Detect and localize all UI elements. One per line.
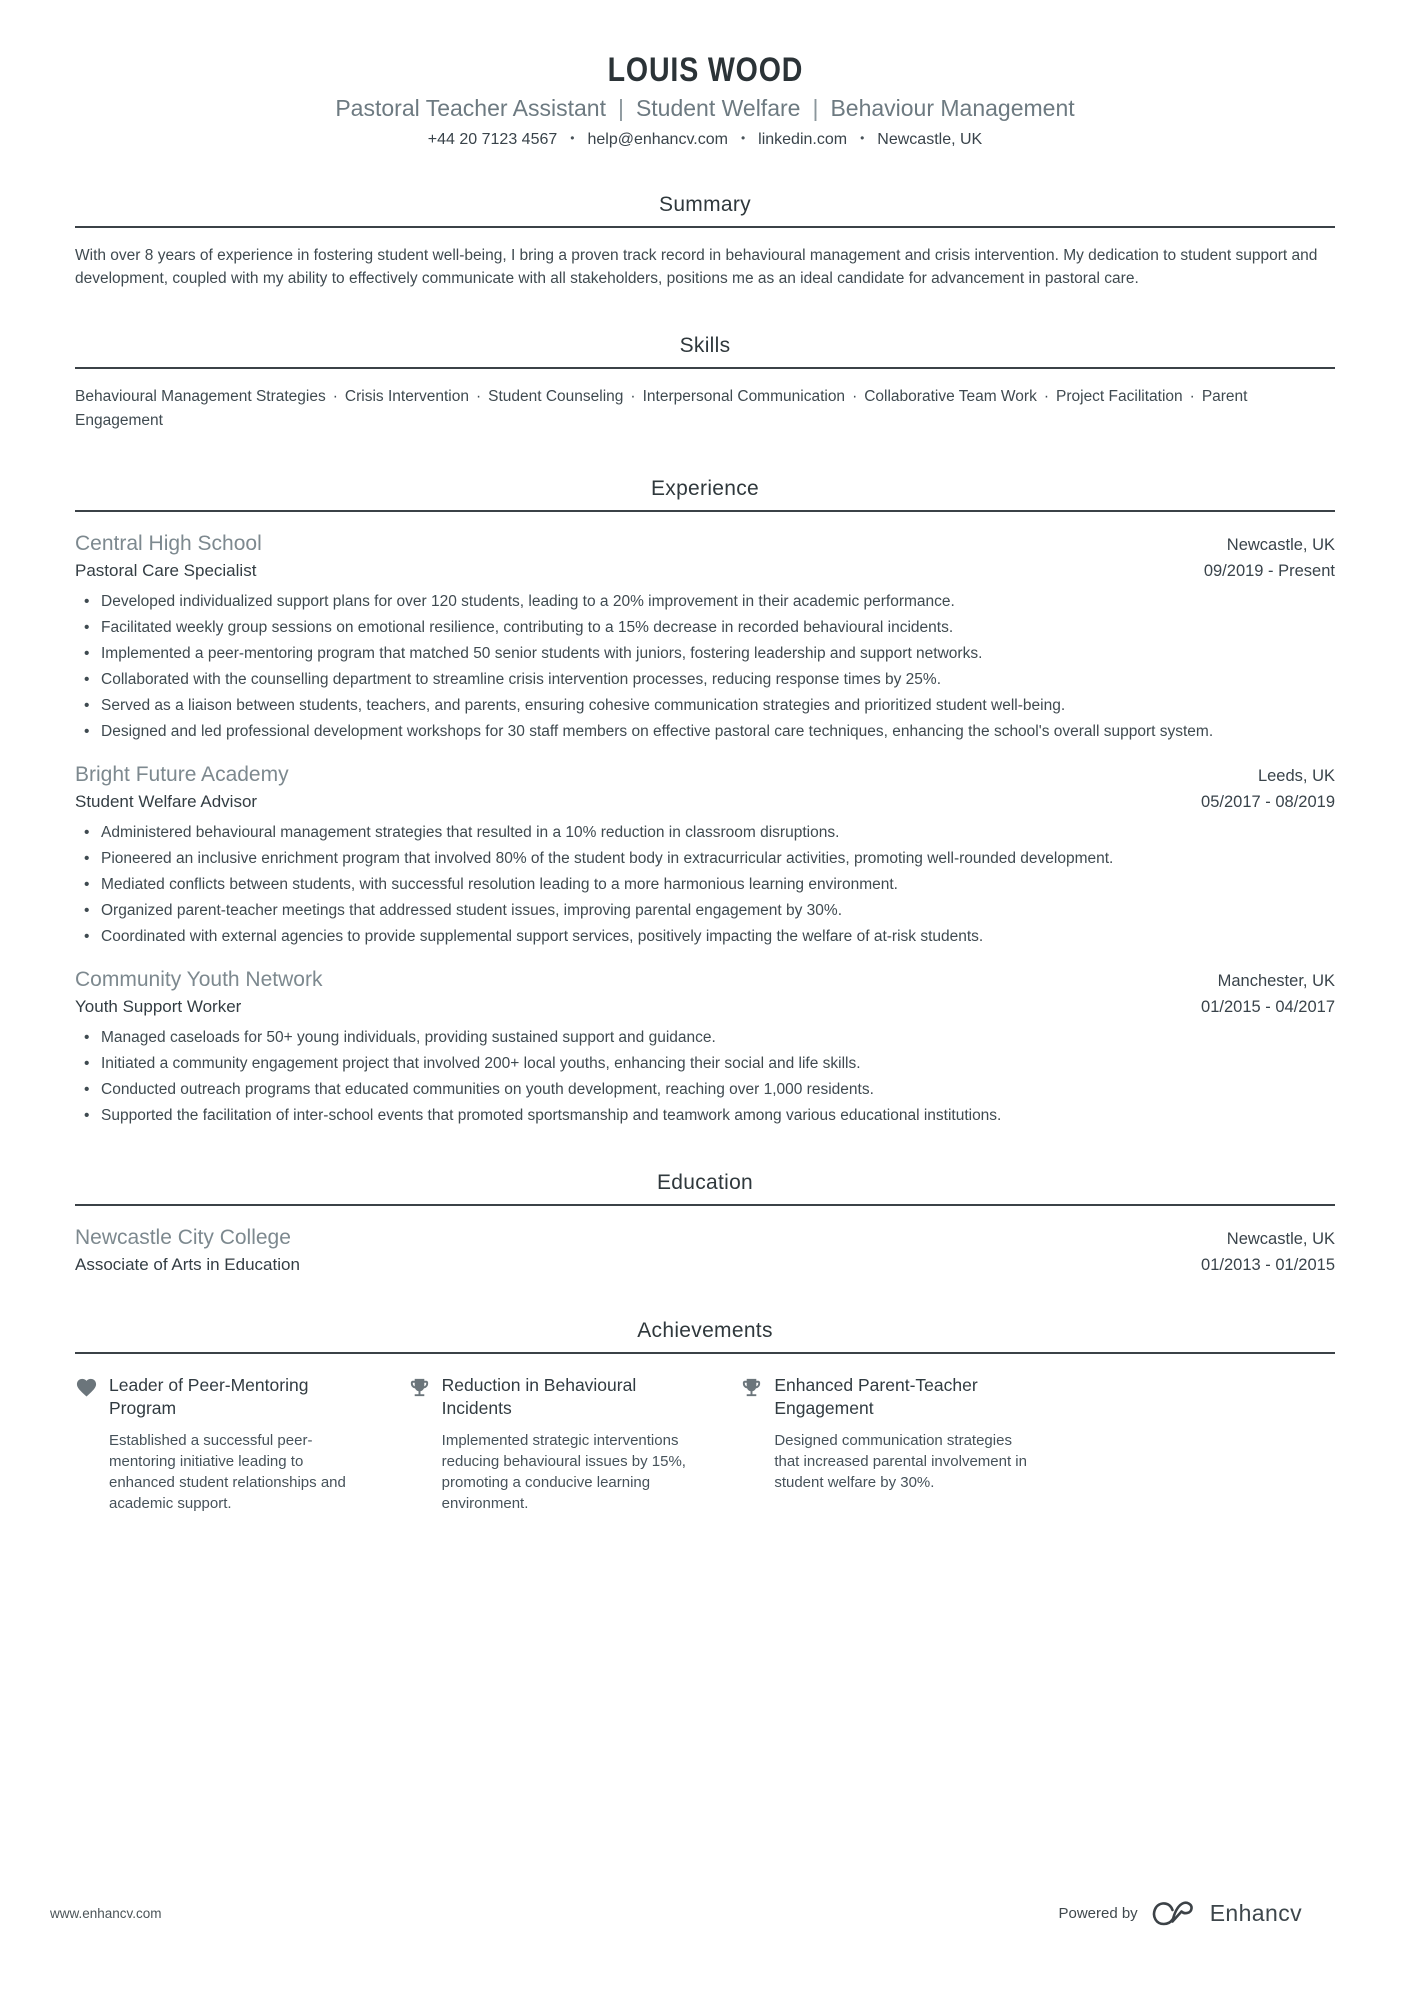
job-dates: 09/2019 - Present xyxy=(1203,562,1335,581)
bullet-item: • Coordinated with external agencies to provide supplemental support services, positively impacting the welfare of at-risk students. xyxy=(75,925,1335,948)
job-dates: 05/2017 - 08/2019 xyxy=(1201,793,1335,812)
trophy-icon xyxy=(740,1374,774,1420)
bullet-item: • Implemented a peer-mentoring program that matched 50 senior students with juniors, fostering leadership and support networks. xyxy=(75,642,1335,665)
trophy-icon xyxy=(408,1374,442,1420)
achievement-description: Implemented strategic interventions reducing behavioural issues by 15%, promoting a conducive learning environment. xyxy=(441,1432,686,1513)
education-heading: Education xyxy=(656,1171,754,1195)
skill-item: Collaborative Team Work · xyxy=(864,388,1056,405)
experience-heading: Experience xyxy=(650,477,760,501)
location-text: Newcastle, UK xyxy=(877,131,983,149)
bullet-item: • Facilitated weekly group sessions on emotional resilience, contributing to a 15% decrease in recorded behavioural incidents. xyxy=(75,616,1335,639)
company-name: Central High School xyxy=(75,532,262,556)
resume-header xyxy=(75,52,1335,149)
experience-section xyxy=(75,477,1335,1127)
job-title: Student Welfare Advisor xyxy=(75,792,258,812)
phone-number: +44 20 7123 4567 • xyxy=(428,131,588,148)
job-bullets xyxy=(75,821,1335,948)
skill-item: Interpersonal Communication · xyxy=(643,388,865,405)
job-bullets xyxy=(75,590,1335,743)
skill-item: Student Counseling · xyxy=(488,388,642,405)
education-entry xyxy=(75,1226,1335,1275)
skill-item: Behavioural Management Strategies · xyxy=(75,388,345,405)
achievement-item xyxy=(740,1374,1037,1514)
bullet-item: • Managed caseloads for 50+ young individuals, providing sustained support and guidance. xyxy=(75,1026,1335,1049)
summary-text: With over 8 years of experience in fostering student well-being, I bring a proven track record in behavioural management and crisis intervention. My dedication to student support and development, coupled with my ability to effectively communicate with all stakeholders, positions me as an ideal candidate for advancement in pastoral care. xyxy=(75,247,1318,288)
degree-name: Associate of Arts in Education xyxy=(75,1255,300,1275)
section-divider xyxy=(75,367,1335,369)
skills-section xyxy=(75,334,1335,433)
headline-part: Behaviour Management xyxy=(830,95,1075,122)
achievement-item xyxy=(75,1374,372,1514)
experience-entry xyxy=(75,763,1335,948)
education-section xyxy=(75,1171,1335,1275)
job-title: Youth Support Worker xyxy=(75,997,242,1017)
skills-heading: Skills xyxy=(679,334,731,358)
heart-icon xyxy=(75,1374,109,1420)
skills-list xyxy=(75,385,1335,433)
job-dates: 01/2015 - 04/2017 xyxy=(1201,998,1335,1017)
bullet-item: • Collaborated with the counselling department to streamline crisis intervention processes, reducing response times by 25%. xyxy=(75,668,1335,691)
skill-item: Parent Engagement xyxy=(75,388,1248,430)
achievements-heading: Achievements xyxy=(637,1319,773,1343)
enhancv-wordmark[interactable]: Enhancv xyxy=(1209,1900,1302,1926)
job-location: Newcastle, UK xyxy=(1226,536,1335,555)
education-dates: 01/2013 - 01/2015 xyxy=(1201,1256,1335,1275)
achievements-section xyxy=(75,1319,1335,1514)
achievement-title: Enhanced Parent-Teacher Engagement xyxy=(774,1375,978,1419)
summary-section xyxy=(75,193,1335,290)
section-divider xyxy=(75,1352,1335,1354)
enhancv-logo-icon xyxy=(1151,1898,1197,1929)
candidate-name: LOUIS WOOD xyxy=(607,51,803,89)
website-link[interactable]: www.enhancv.com xyxy=(50,1906,162,1921)
linkedin-link[interactable]: linkedin.com • xyxy=(758,131,877,148)
contact-line xyxy=(75,131,1335,149)
powered-by-label: Powered by xyxy=(1058,1905,1138,1922)
page-footer xyxy=(50,1898,1302,1929)
bullet-item: • Supported the facilitation of inter-school events that promoted sportsmanship and teamwork among various educational institutions. xyxy=(75,1104,1335,1127)
job-title: Pastoral Care Specialist xyxy=(75,561,257,581)
skill-item: Project Facilitation · xyxy=(1056,388,1202,405)
summary-heading: Summary xyxy=(659,193,751,217)
school-location: Newcastle, UK xyxy=(1226,1230,1335,1249)
company-name: Bright Future Academy xyxy=(75,763,289,787)
achievement-item xyxy=(408,1374,705,1514)
job-bullets xyxy=(75,1026,1335,1127)
achievement-description: Designed communication strategies that increased parental involvement in student welfare by 30%. xyxy=(774,1432,1027,1492)
bullet-item: • Initiated a community engagement project that involved 200+ local youths, enhancing their social and life skills. xyxy=(75,1052,1335,1075)
bullet-item: • Organized parent-teacher meetings that addressed student issues, improving parental engagement by 30%. xyxy=(75,899,1335,922)
email-link[interactable]: help@enhancv.com • xyxy=(587,131,758,148)
section-divider xyxy=(75,226,1335,228)
achievement-description: Established a successful peer-mentoring initiative leading to enhanced student relationships and academic support. xyxy=(109,1432,346,1513)
headline-part: Student Welfare | xyxy=(636,95,831,121)
bullet-item: • Pioneered an inclusive enrichment program that involved 80% of the student body in extracurricular activities, promoting well-rounded development. xyxy=(75,847,1335,870)
company-name: Community Youth Network xyxy=(75,968,323,992)
bullet-item: • Mediated conflicts between students, with successful resolution leading to a more harmonious learning environment. xyxy=(75,873,1335,896)
bullet-item: • Designed and led professional development workshops for 30 staff members on effective pastoral care techniques, enhancing the school's overall support system. xyxy=(75,720,1335,743)
achievement-title: Leader of Peer-Mentoring Program xyxy=(109,1375,309,1419)
skill-item: Crisis Intervention · xyxy=(345,388,488,405)
bullet-item: • Served as a liaison between students, teachers, and parents, ensuring cohesive communication strategies and prioritized student well-being. xyxy=(75,694,1335,717)
job-location: Leeds, UK xyxy=(1257,767,1335,786)
section-divider xyxy=(75,1204,1335,1206)
bullet-item: • Conducted outreach programs that educated communities on youth development, reaching over 1,000 residents. xyxy=(75,1078,1335,1101)
experience-entry xyxy=(75,968,1335,1127)
job-location: Manchester, UK xyxy=(1217,972,1335,991)
bullet-item: • Developed individualized support plans for over 120 students, leading to a 20% improvement in their academic performance. xyxy=(75,590,1335,613)
section-divider xyxy=(75,510,1335,512)
school-name: Newcastle City College xyxy=(75,1226,291,1250)
headline-part: Pastoral Teacher Assistant | xyxy=(335,95,636,121)
achievement-title: Reduction in Behavioural Incidents xyxy=(441,1375,637,1419)
candidate-headline xyxy=(75,95,1335,122)
experience-entry xyxy=(75,532,1335,743)
bullet-item: • Administered behavioural management strategies that resulted in a 10% reduction in classroom disruptions. xyxy=(75,821,1335,844)
